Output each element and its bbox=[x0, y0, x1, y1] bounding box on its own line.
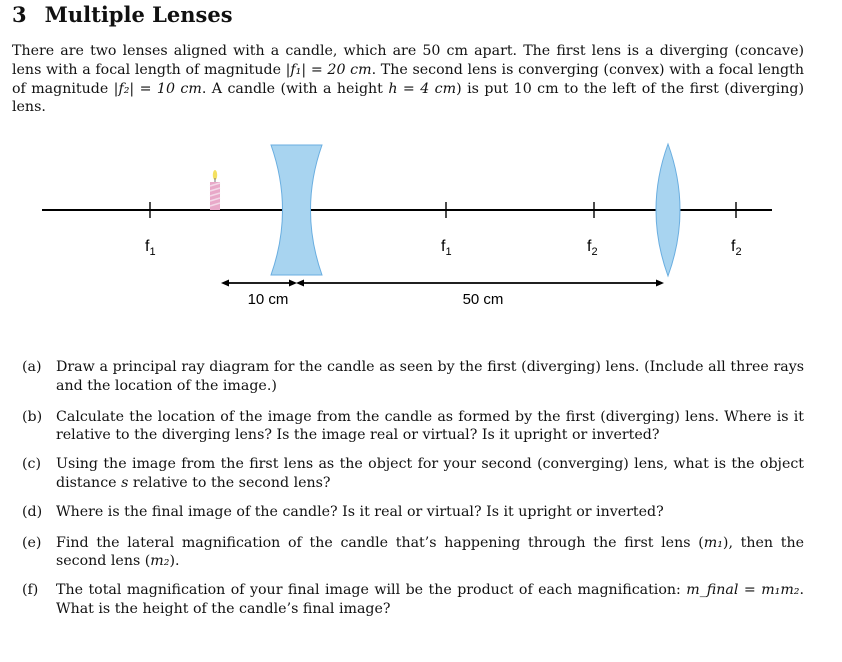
arrow-50cm bbox=[296, 280, 664, 287]
label-f1-left: $f_1$ bbox=[145, 238, 156, 258]
question-text: Where is the final image of the candle? Is it real or virtual? Is it upright or inverted? bbox=[56, 503, 664, 520]
question-b bbox=[22, 408, 804, 446]
object-distance-var: s bbox=[121, 474, 129, 491]
question-text: Calculate the location of the image from the candle as formed by the first (diverging) lens. Where is it relative to the diverging lens? Is the image real or virtual? Is it upright or inverted? bbox=[56, 408, 804, 444]
candle bbox=[210, 170, 220, 210]
label-f1-right: $f_1$ bbox=[441, 238, 452, 258]
question-d bbox=[22, 503, 804, 522]
question-label: (e) bbox=[22, 534, 42, 551]
problem-statement: There are two lenses aligned with a candle, which are 50 cm apart. The first lens is a diverging (concave) lens with a focal length of magnitude |f₁| = 20 cm. The second lens is converging (convex) with a focal length of magnitude |f₂| = 10 cm. A candle (with a height h = 4 cm) is put 10 cm to the left of the first (diverging) lens. bbox=[12, 43, 804, 116]
question-list bbox=[22, 358, 804, 629]
question-label: (b) bbox=[22, 408, 43, 425]
magnification-m1: m₁ bbox=[703, 534, 723, 551]
question-c: (c) Using the image from the first lens as the object for your second (converging) lens, what is the object distance s relative to the second lens? bbox=[22, 456, 804, 491]
focal-length-2: |f₂| = 10 cm bbox=[113, 80, 202, 97]
question-label: (d) bbox=[22, 503, 43, 520]
magnification-m2: m₂ bbox=[150, 553, 170, 570]
question-label: (a) bbox=[22, 359, 42, 375]
label-f2-right: $f_2$ bbox=[731, 238, 742, 258]
arrow-10cm bbox=[221, 280, 297, 287]
question-label: (c) bbox=[22, 456, 42, 473]
label-50cm: 50 cm bbox=[462, 291, 504, 308]
focal-length-1: |f₁| = 20 cm bbox=[285, 61, 372, 78]
candle-height: h = 4 cm bbox=[388, 80, 457, 97]
section-title: Multiple Lenses bbox=[44, 2, 233, 27]
lens-diagram bbox=[0, 140, 842, 310]
section-number: 3 bbox=[12, 2, 27, 27]
converging-lens bbox=[656, 144, 680, 276]
total-magnification-eq: m_final = m₁m₂ bbox=[686, 582, 800, 599]
label-f2-left: $f_2$ bbox=[587, 238, 598, 258]
label-10cm: 10 cm bbox=[247, 291, 289, 308]
question-e: (e) Find the lateral magnification of the candle that’s happening through the first lens (m₁), then the second lens (m₂). bbox=[22, 534, 804, 570]
question-f: (f) The total magnification of your final image will be the product of each magnification: m_final = m₁m₂. What is the height of the candle’s final image? bbox=[22, 582, 804, 617]
question-a bbox=[22, 358, 804, 396]
question-text: Draw a principal ray diagram for the candle as seen by the first (diverging) lens. (Include all three rays and the location of the image.) bbox=[56, 359, 804, 394]
question-label: (f) bbox=[22, 582, 39, 599]
section-heading bbox=[12, 2, 233, 27]
